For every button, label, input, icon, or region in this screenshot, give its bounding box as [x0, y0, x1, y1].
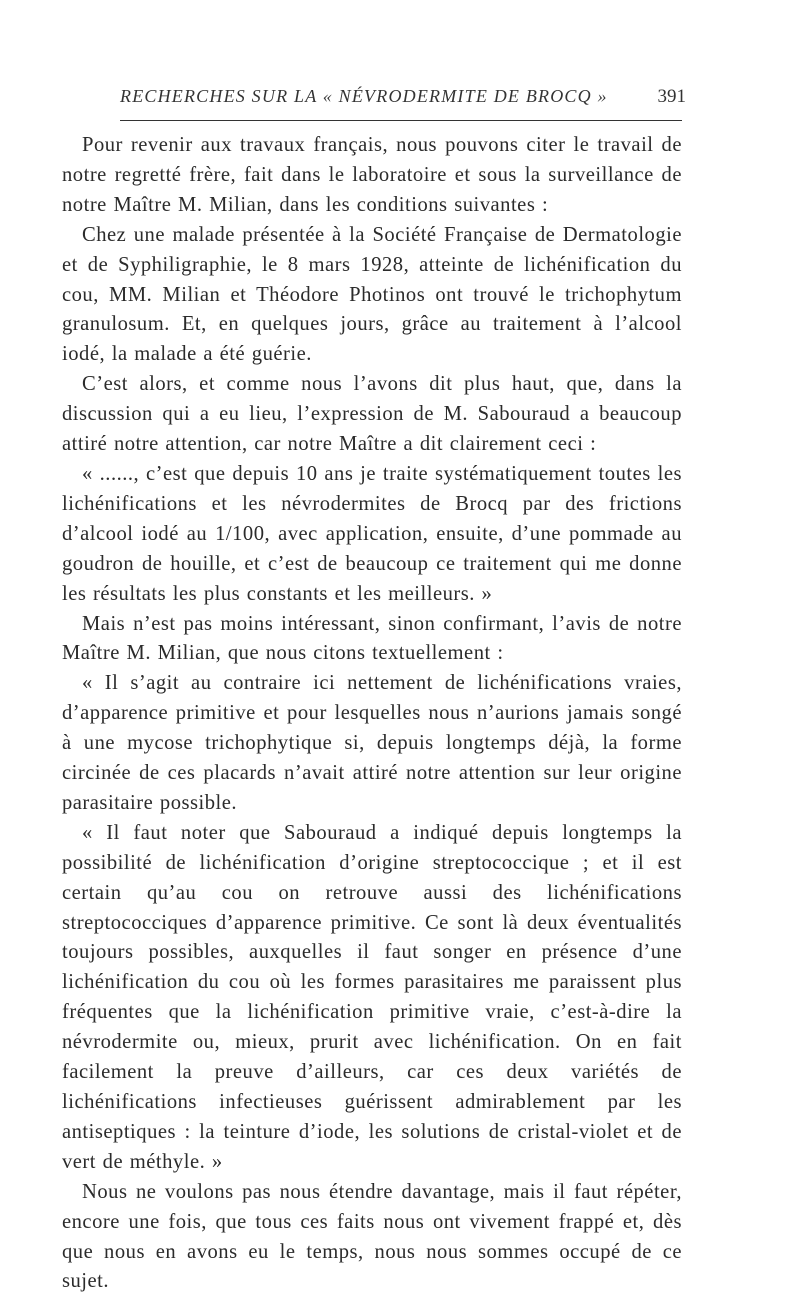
paragraph: Pour revenir aux travaux français, nous pouvons citer le travail de notre regretté frère, fait dans le laboratoire et sous la surveillance de notre Maître M. Milian, dans les conditions suivantes : [62, 134, 682, 216]
page-header [120, 84, 686, 121]
body-text [62, 131, 682, 1297]
quotation-paragraph: « Il s’agit au contraire ici nettement de lichénifications vraies, d’apparence primitive et pour lesquelles nous n’aurions jamais songé à une mycose trichophytique si, depuis longtemps déjà, la forme circinée de ces placards n’avait attiré notre attention sur leur origine parasitaire possible. [62, 672, 682, 814]
paragraph: C’est alors, et comme nous l’avons dit plus haut, que, dans la discussion qui a eu lieu, l’expression de M. Sabouraud a beaucoup attiré notre attention, car notre Maître a dit clairement ceci : [62, 373, 682, 456]
page-number: 391 [657, 86, 686, 107]
paragraph: Chez une malade présentée à la Société Française de Dermatologie et de Syphiligraphie, le 8 mars 1928, atteinte de lichénification du cou, MM. Milian et Théodore Photinos ont trouvé le trichophytum granulosum. Et, en quelques jours, grâce au traitement à l’alcool iodé, la malade a été guérie. [62, 223, 682, 366]
running-title: RECHERCHES SUR LA « NÉVRODERMITE DE BROCQ » [120, 86, 608, 106]
book-page [62, 84, 686, 1297]
quotation-paragraph: « ......, c’est que depuis 10 ans je traite systématiquement toutes les lichénifications et les névrodermites de Brocq par des frictions d’alcool iodé au 1/100, avec application, ensuite, d’une pommade au goudron de houille, et c’est de beaucoup ce traitement qui me donne les résultats les plus constants et les meilleurs. » [62, 462, 682, 605]
quotation-paragraph: « Il faut noter que Sabouraud a indiqué depuis longtemps la possibilité de lichénification d’origine streptococcique ; et il est certain qu’au cou on retrouve aussi des lichénifications streptococciques d’apparence primitive. Ce sont là deux éventualités toujours possibles, auxquelles il faut songer en présence d’une lichénification du cou où les formes parasitaires me paraissent plus fréquentes que la lichénification primitive vraie, c’est-à-dire la névrodermite ou, mieux, prurit avec lichénification. On en fait facilement la preuve d’ailleurs, car ces deux variétés de lichénifications infectieuses guérissent admirablement par les antiseptiques : la teinture d’iode, les solutions de cristal-violet et de vert de méthyle. » [62, 821, 682, 1173]
paragraph: Mais n’est pas moins intéressant, sinon confirmant, l’avis de notre Maître M. Milian, que nous citons textuellement : [62, 612, 682, 665]
paragraph: Nous ne voulons pas nous étendre davantage, mais il faut répéter, encore une fois, que tous ces faits nous ont vivement frappé et, dès que nous en avons eu le temps, nous nous sommes occupé de ce sujet. [62, 1180, 682, 1293]
